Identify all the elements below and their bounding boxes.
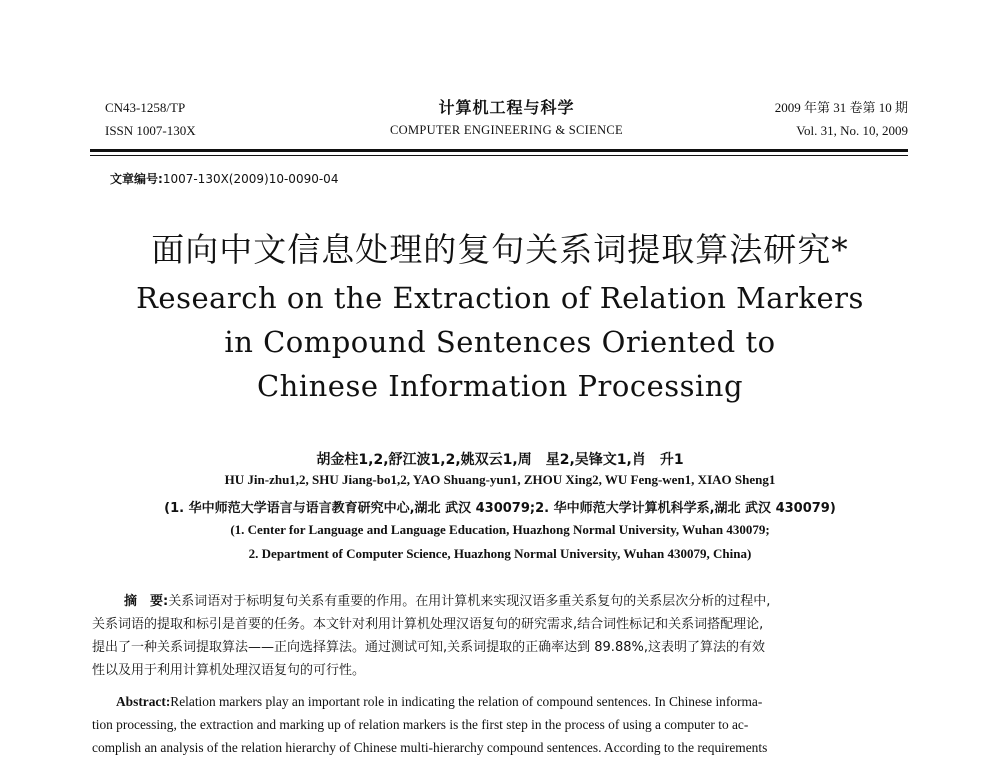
abstract-cn xyxy=(92,590,908,682)
journal-title-en: COMPUTER ENGINEERING & SCIENCE xyxy=(390,123,623,137)
authors-en: HU Jin-zhu1,2, SHU Jiang-bo1,2, YAO Shuang-yun1, ZHOU Xing2, WU Feng-wen1, XIAO Sheng1 xyxy=(224,472,776,487)
header-right xyxy=(775,96,908,142)
issue-en: Vol. 31, No. 10, 2009 xyxy=(796,123,908,138)
title-en xyxy=(0,276,1000,408)
article-number-value: 1007-130X(2009)10-0090-04 xyxy=(162,172,339,186)
title-en-line: in Compound Sentences Oriented to xyxy=(224,325,776,359)
abstract-cn-line: 关系词语的提取和标引是首要的任务。本文针对利用计算机处理汉语复句的研究需求,结合词性标记和关系词搭配理论, xyxy=(92,617,764,632)
journal-header xyxy=(105,96,908,146)
title-cn: 面向中文信息处理的复句关系词提取算法研究* xyxy=(151,230,849,269)
abstract-en xyxy=(92,690,908,759)
affiliation-en-1: (1. Center for Language and Language Education, Huazhong Normal University, Wuhan 430079; xyxy=(230,522,770,537)
journal-title-cn: 计算机工程与科学 xyxy=(438,98,575,117)
authors-cn: 胡金柱1,2,舒江波1,2,姚双云1,周 星2,吴锋文1,肖 升1 xyxy=(316,452,684,468)
article-number xyxy=(110,170,338,187)
issn: ISSN 1007-130X xyxy=(105,123,196,138)
issue-cn: 2009 年第 31 卷第 10 期 xyxy=(774,100,908,115)
header-rule-thin xyxy=(90,155,908,156)
abstract-cn-line: 性以及用于利用计算机处理汉语复句的可行性。 xyxy=(92,663,366,678)
title-en-line: Chinese Information Processing xyxy=(256,369,744,403)
abstract-en-line: Abstract:Relation markers play an important role in indicating the relation of compound sentences. In Chinese informa- xyxy=(92,690,908,713)
affiliation-en-2: 2. Department of Computer Science, Huazhong Normal University, Wuhan 430079, China) xyxy=(248,546,752,561)
abstract-en-line: complish an analysis of the relation hierarchy of Chinese multi-hierarchy compound sentences. According to the requirements xyxy=(92,740,768,755)
cn-code: CN43-1258/TP xyxy=(105,100,186,115)
abstract-cn-line: 提出了一种关系词提取算法——正向选择算法。通过测试可知,关系词提取的正确率达到 89.88%,这表明了算法的有效 xyxy=(92,640,765,655)
affiliations-cn: (1. 华中师范大学语言与语言教育研究中心,湖北 武汉 430079;2. 华中师范大学计算机科学系,湖北 武汉 430079) xyxy=(164,501,836,516)
abstract-en-label: Abstract: xyxy=(116,694,171,709)
title-en-line: Research on the Extraction of Relation Markers xyxy=(136,281,864,315)
abstract-cn-line: 摘 要:关系词语对于标明复句关系有重要的作用。在用计算机来实现汉语多重关系复句的关系层次分析的过程中, xyxy=(92,590,908,613)
abstract-cn-label: 摘 要: xyxy=(124,594,169,609)
article-number-label: 文章编号: xyxy=(110,172,163,186)
header-rule-thick xyxy=(90,149,908,152)
abstract-en-line: tion processing, the extraction and marking up of relation markers is the first step in the process of using a computer to ac- xyxy=(92,717,749,732)
